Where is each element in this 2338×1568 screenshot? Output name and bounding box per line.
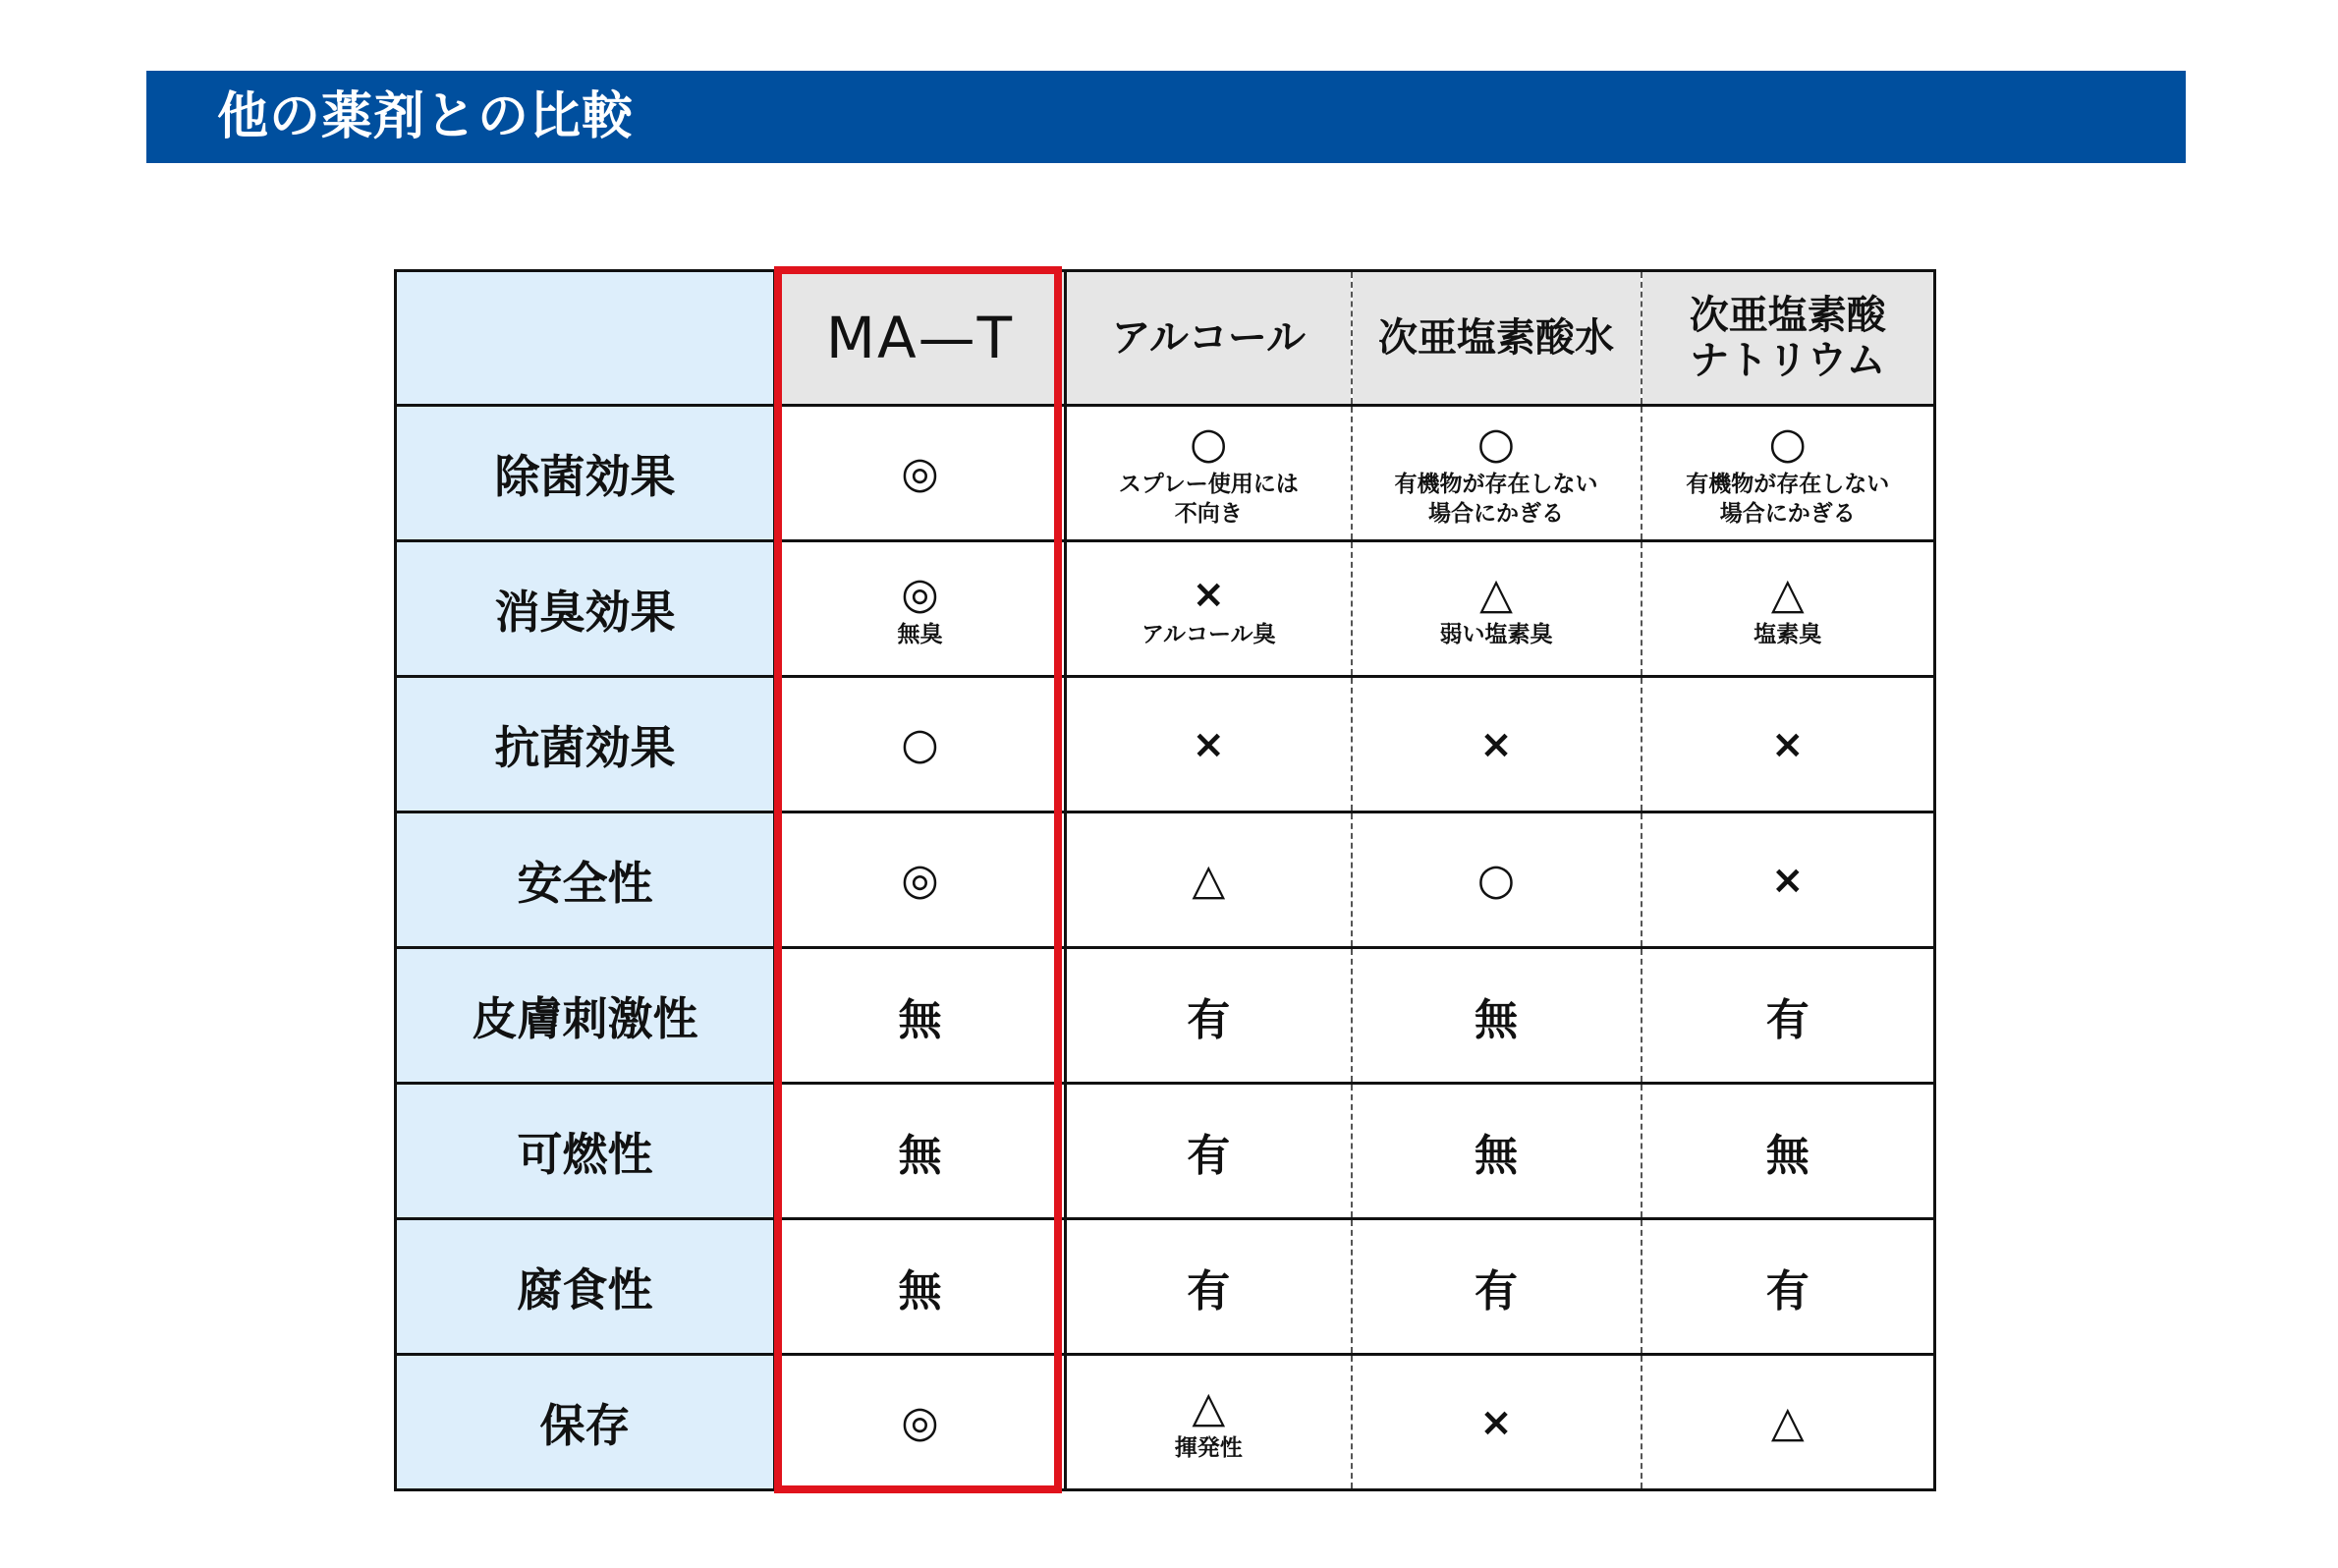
column-header bbox=[1642, 271, 1935, 406]
page-title: 他の薬剤との比較 bbox=[217, 87, 635, 146]
rating-symbol: △ bbox=[1192, 854, 1226, 905]
cell-value: 有 bbox=[1187, 1130, 1231, 1181]
title-banner bbox=[146, 71, 2186, 163]
table-cell bbox=[1642, 677, 1935, 812]
rating-symbol: ◎ bbox=[901, 1396, 939, 1447]
cell-value: 有 bbox=[1187, 994, 1231, 1045]
row-label-cell bbox=[396, 541, 775, 677]
table-cell bbox=[1352, 948, 1642, 1084]
rating-symbol: × bbox=[1770, 721, 1805, 767]
cell-value: 有 bbox=[1765, 994, 1809, 1045]
rating-symbol: ○ bbox=[1476, 418, 1516, 469]
cell-note: 有機物が存在しない 場合にかぎる bbox=[1394, 471, 1598, 527]
row-label-cell bbox=[396, 1219, 775, 1355]
column-header bbox=[1352, 271, 1642, 406]
table-row bbox=[396, 677, 1935, 812]
cell-value: 無 bbox=[898, 1130, 942, 1181]
row-label-cell bbox=[396, 1355, 775, 1490]
row-label-cell bbox=[396, 812, 775, 948]
cell-value: 有 bbox=[1475, 1265, 1518, 1316]
rating-symbol: ○ bbox=[1476, 854, 1516, 905]
comparison-table bbox=[394, 269, 1936, 1491]
table-cell bbox=[1066, 541, 1352, 677]
table-cell bbox=[1066, 1219, 1352, 1355]
header-corner bbox=[396, 271, 775, 406]
cell-value: 無 bbox=[898, 994, 942, 1045]
table-cell bbox=[1352, 1355, 1642, 1490]
table-row bbox=[396, 1219, 1935, 1355]
row-label: 除菌効果 bbox=[494, 449, 676, 503]
table-cell bbox=[1642, 948, 1935, 1084]
rating-symbol: △ bbox=[1770, 1396, 1805, 1447]
table-cell bbox=[1642, 541, 1935, 677]
table-cell bbox=[1642, 1084, 1935, 1219]
rating-symbol: × bbox=[1192, 721, 1225, 767]
rating-symbol: × bbox=[1479, 1399, 1513, 1445]
row-label: 保存 bbox=[539, 1398, 631, 1452]
table-cell bbox=[775, 948, 1066, 1084]
column-header-label: MA—T bbox=[825, 305, 1015, 371]
table-row bbox=[396, 406, 1935, 541]
table-cell bbox=[1066, 812, 1352, 948]
column-header bbox=[775, 271, 1066, 406]
rating-symbol: △ bbox=[1770, 568, 1805, 619]
table-cell bbox=[775, 541, 1066, 677]
row-label: 消臭効果 bbox=[494, 585, 676, 639]
row-label: 皮膚刺激性 bbox=[472, 991, 698, 1045]
table-cell bbox=[1066, 406, 1352, 541]
row-label-cell bbox=[396, 1084, 775, 1219]
table-cell bbox=[1642, 812, 1935, 948]
cell-value: 無 bbox=[1475, 994, 1518, 1045]
rating-symbol: ○ bbox=[1768, 418, 1807, 469]
cell-note: 弱い塩素臭 bbox=[1439, 621, 1553, 647]
row-label-cell bbox=[396, 406, 775, 541]
table-cell bbox=[775, 1084, 1066, 1219]
table-cell bbox=[1352, 541, 1642, 677]
row-label: 腐食性 bbox=[517, 1262, 653, 1316]
column-header-label: アルコール bbox=[1111, 315, 1307, 361]
table-cell bbox=[1066, 1355, 1352, 1490]
table-cell bbox=[1352, 1219, 1642, 1355]
table-row bbox=[396, 812, 1935, 948]
table-cell bbox=[1352, 1084, 1642, 1219]
column-header bbox=[1066, 271, 1352, 406]
table-cell bbox=[775, 812, 1066, 948]
table-cell bbox=[775, 1355, 1066, 1490]
table-cell bbox=[1066, 677, 1352, 812]
cell-value: 有 bbox=[1187, 1265, 1231, 1316]
table-row bbox=[396, 1355, 1935, 1490]
table-cell bbox=[775, 677, 1066, 812]
rating-symbol: ○ bbox=[1190, 418, 1228, 469]
table-cell bbox=[1352, 677, 1642, 812]
rating-symbol: ◎ bbox=[901, 447, 939, 498]
table-row bbox=[396, 541, 1935, 677]
column-header-label: 次亜塩素酸水 bbox=[1378, 315, 1614, 361]
column-header-label: 次亜塩素酸 ナトリウム bbox=[1689, 293, 1886, 383]
cell-note: 有機物が存在しない 場合にかぎる bbox=[1686, 471, 1890, 527]
header-row bbox=[396, 271, 1935, 406]
cell-note: 塩素臭 bbox=[1754, 621, 1822, 647]
table-row bbox=[396, 1084, 1935, 1219]
rating-symbol: △ bbox=[1479, 568, 1513, 619]
cell-value: 有 bbox=[1765, 1265, 1809, 1316]
cell-value: 無 bbox=[898, 1265, 942, 1316]
cell-value: 無 bbox=[1475, 1130, 1518, 1181]
rating-symbol: × bbox=[1479, 721, 1513, 767]
cell-note: アルコール臭 bbox=[1141, 621, 1276, 647]
rating-symbol: ○ bbox=[901, 718, 939, 769]
row-label: 安全性 bbox=[517, 856, 653, 910]
rating-symbol: × bbox=[1770, 857, 1805, 903]
row-label: 抗菌効果 bbox=[494, 720, 676, 774]
rating-symbol: ◎ bbox=[901, 568, 939, 619]
table-cell bbox=[1352, 406, 1642, 541]
table-cell bbox=[775, 406, 1066, 541]
table-cell bbox=[775, 1219, 1066, 1355]
table-cell bbox=[1642, 406, 1935, 541]
cell-note: スプレー使用には 不向き bbox=[1118, 471, 1299, 527]
cell-note: 無臭 bbox=[897, 621, 943, 647]
row-label: 可燃性 bbox=[517, 1127, 653, 1181]
table-cell bbox=[1352, 812, 1642, 948]
cell-note: 揮発性 bbox=[1174, 1434, 1243, 1461]
table-cell bbox=[1066, 1084, 1352, 1219]
row-label-cell bbox=[396, 948, 775, 1084]
rating-symbol: ◎ bbox=[901, 854, 939, 905]
row-label-cell bbox=[396, 677, 775, 812]
rating-symbol: × bbox=[1192, 571, 1225, 617]
table-cell bbox=[1642, 1219, 1935, 1355]
table-cell bbox=[1642, 1355, 1935, 1490]
cell-value: 無 bbox=[1765, 1130, 1809, 1181]
table-row bbox=[396, 948, 1935, 1084]
table-cell bbox=[1066, 948, 1352, 1084]
rating-symbol: △ bbox=[1192, 1381, 1226, 1432]
